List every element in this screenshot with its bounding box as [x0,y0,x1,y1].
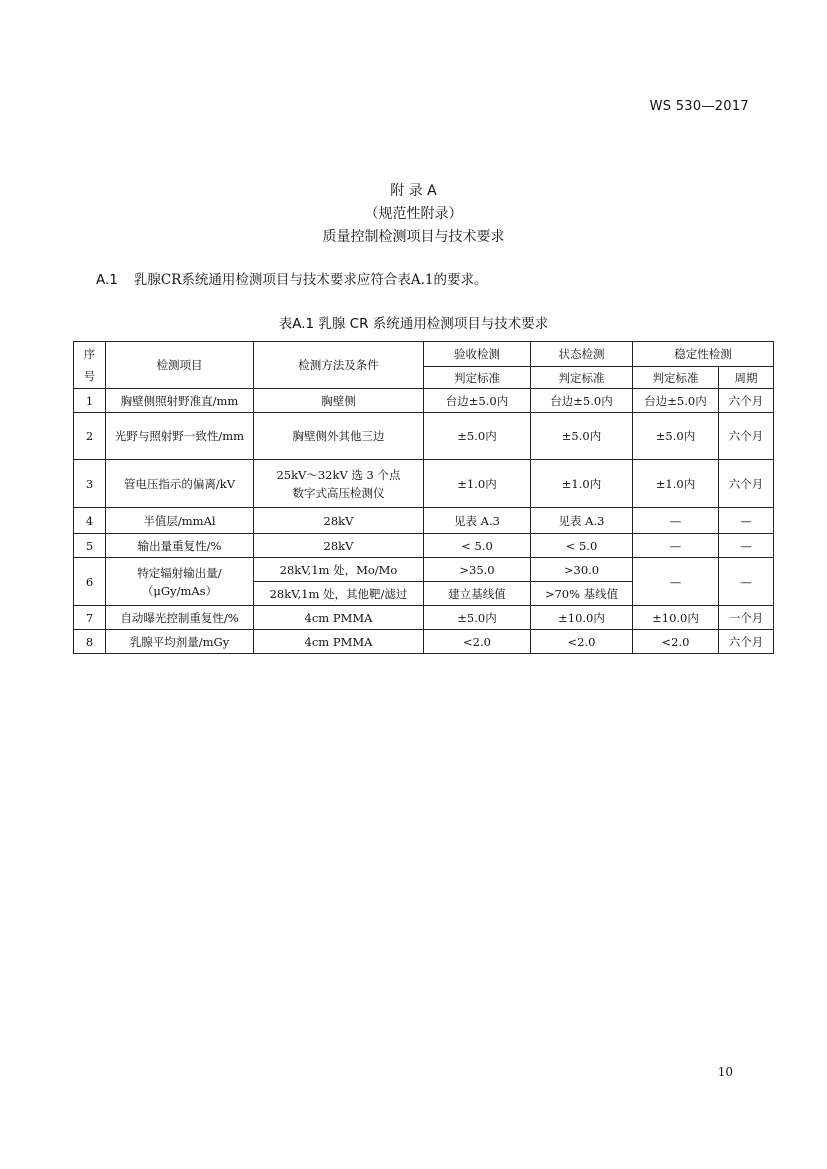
cell-acceptance: < 5.0 [424,534,531,558]
table-row [74,460,774,508]
header-method: 检测方法及条件 [254,342,424,389]
cell-period: — [719,534,774,558]
table-row [74,606,774,630]
cell-method [254,460,424,508]
cell-acceptance: 建立基线值 [424,582,531,606]
cell-method: 4cm PMMA [254,606,424,630]
cell-item: 光野与照射野一致性/mm [106,413,254,460]
clause-text: 乳腺CR系统通用检测项目与技术要求应符合表A.1的要求。 [133,272,488,288]
header-seq: 序号 [74,342,106,389]
page-number: 10 [717,1065,733,1079]
cell-method: 胸壁侧 [254,389,424,413]
cell-acceptance: >35.0 [424,558,531,582]
cell-item: 自动曝光控制重复性/% [106,606,254,630]
cell-seq: 8 [74,630,106,654]
cell-item [106,558,254,606]
cell-status: < 5.0 [531,534,633,558]
cell-stability: <2.0 [633,630,719,654]
clause-a1 [96,268,488,288]
cell-acceptance: 台边±5.0内 [424,389,531,413]
appendix-title: 附 录 A [390,183,437,199]
cell-period: 六个月 [719,460,774,508]
table-caption: 表A.1 乳腺 CR 系统通用检测项目与技术要求 [278,316,549,332]
cell-status: ±10.0内 [531,606,633,630]
header-status: 状态检测 [531,342,633,367]
cell-period: 一个月 [719,606,774,630]
cell-acceptance: ±5.0内 [424,606,531,630]
cell-status: 见表 A.3 [531,508,633,534]
cell-item: 半值层/mmAl [106,508,254,534]
cell-stability: ±5.0内 [633,413,719,460]
cell-status: ±5.0内 [531,413,633,460]
cell-item-line: 特定辐射输出量/ [137,565,222,580]
cell-period: 六个月 [719,630,774,654]
cell-method: 28kV [254,534,424,558]
standard-code: WS 530—2017 [649,99,749,114]
cell-seq: 6 [74,558,106,606]
cell-method: 胸壁侧外其他三边 [254,413,424,460]
cell-period: 六个月 [719,389,774,413]
cell-seq: 3 [74,460,106,508]
table-row [74,558,774,582]
cell-method: 28kV,1m 处，Mo/Mo [254,558,424,582]
table-row [74,413,774,460]
cell-item: 输出量重复性/% [106,534,254,558]
cell-status: >30.0 [531,558,633,582]
cell-seq: 2 [74,413,106,460]
cell-period: — [719,508,774,534]
cell-acceptance: 见表 A.3 [424,508,531,534]
header-item: 检测项目 [106,342,254,389]
appendix-type: （规范性附录） [364,206,463,222]
cell-method-line: 25kV～32kV 选 3 个点 [276,467,401,482]
subheader-criterion: 判定标准 [633,367,719,389]
cell-seq: 7 [74,606,106,630]
subheader-criterion: 判定标准 [424,367,531,389]
table-header-row [74,342,774,367]
cell-item: 管电压指示的偏离/kV [106,460,254,508]
cell-stability: ±1.0内 [633,460,719,508]
cell-method: 4cm PMMA [254,630,424,654]
cell-stability: — [633,558,719,606]
cell-method: 28kV [254,508,424,534]
table-row [74,630,774,654]
cell-method: 28kV,1m 处，其他靶/滤过 [254,582,424,606]
subheader-criterion: 判定标准 [531,367,633,389]
cell-stability: 台边±5.0内 [633,389,719,413]
cell-item: 乳腺平均剂量/mGy [106,630,254,654]
cell-seq: 1 [74,389,106,413]
cell-status: >70% 基线值 [531,582,633,606]
cell-method-line: 数字式高压检测仪 [292,485,385,500]
spec-table [73,341,774,654]
cell-seq: 4 [74,508,106,534]
subheader-period: 周期 [719,367,774,389]
cell-acceptance: <2.0 [424,630,531,654]
cell-period: — [719,558,774,606]
cell-item: 胸壁侧照射野准直/mm [106,389,254,413]
cell-acceptance: ±5.0内 [424,413,531,460]
cell-stability: — [633,534,719,558]
cell-status: <2.0 [531,630,633,654]
table-row [74,534,774,558]
cell-status: 台边±5.0内 [531,389,633,413]
cell-status: ±1.0内 [531,460,633,508]
table-row [74,508,774,534]
cell-period: 六个月 [719,413,774,460]
clause-number: A.1 [96,272,118,288]
cell-stability: — [633,508,719,534]
appendix-name: 质量控制检测项目与技术要求 [322,229,505,245]
table-row [74,389,774,413]
cell-item-line: （μGy/mAs） [141,583,218,598]
cell-stability: ±10.0内 [633,606,719,630]
header-stability: 稳定性检测 [633,342,774,367]
header-acceptance: 验收检测 [424,342,531,367]
appendix-heading [0,180,827,249]
cell-seq: 5 [74,534,106,558]
cell-acceptance: ±1.0内 [424,460,531,508]
